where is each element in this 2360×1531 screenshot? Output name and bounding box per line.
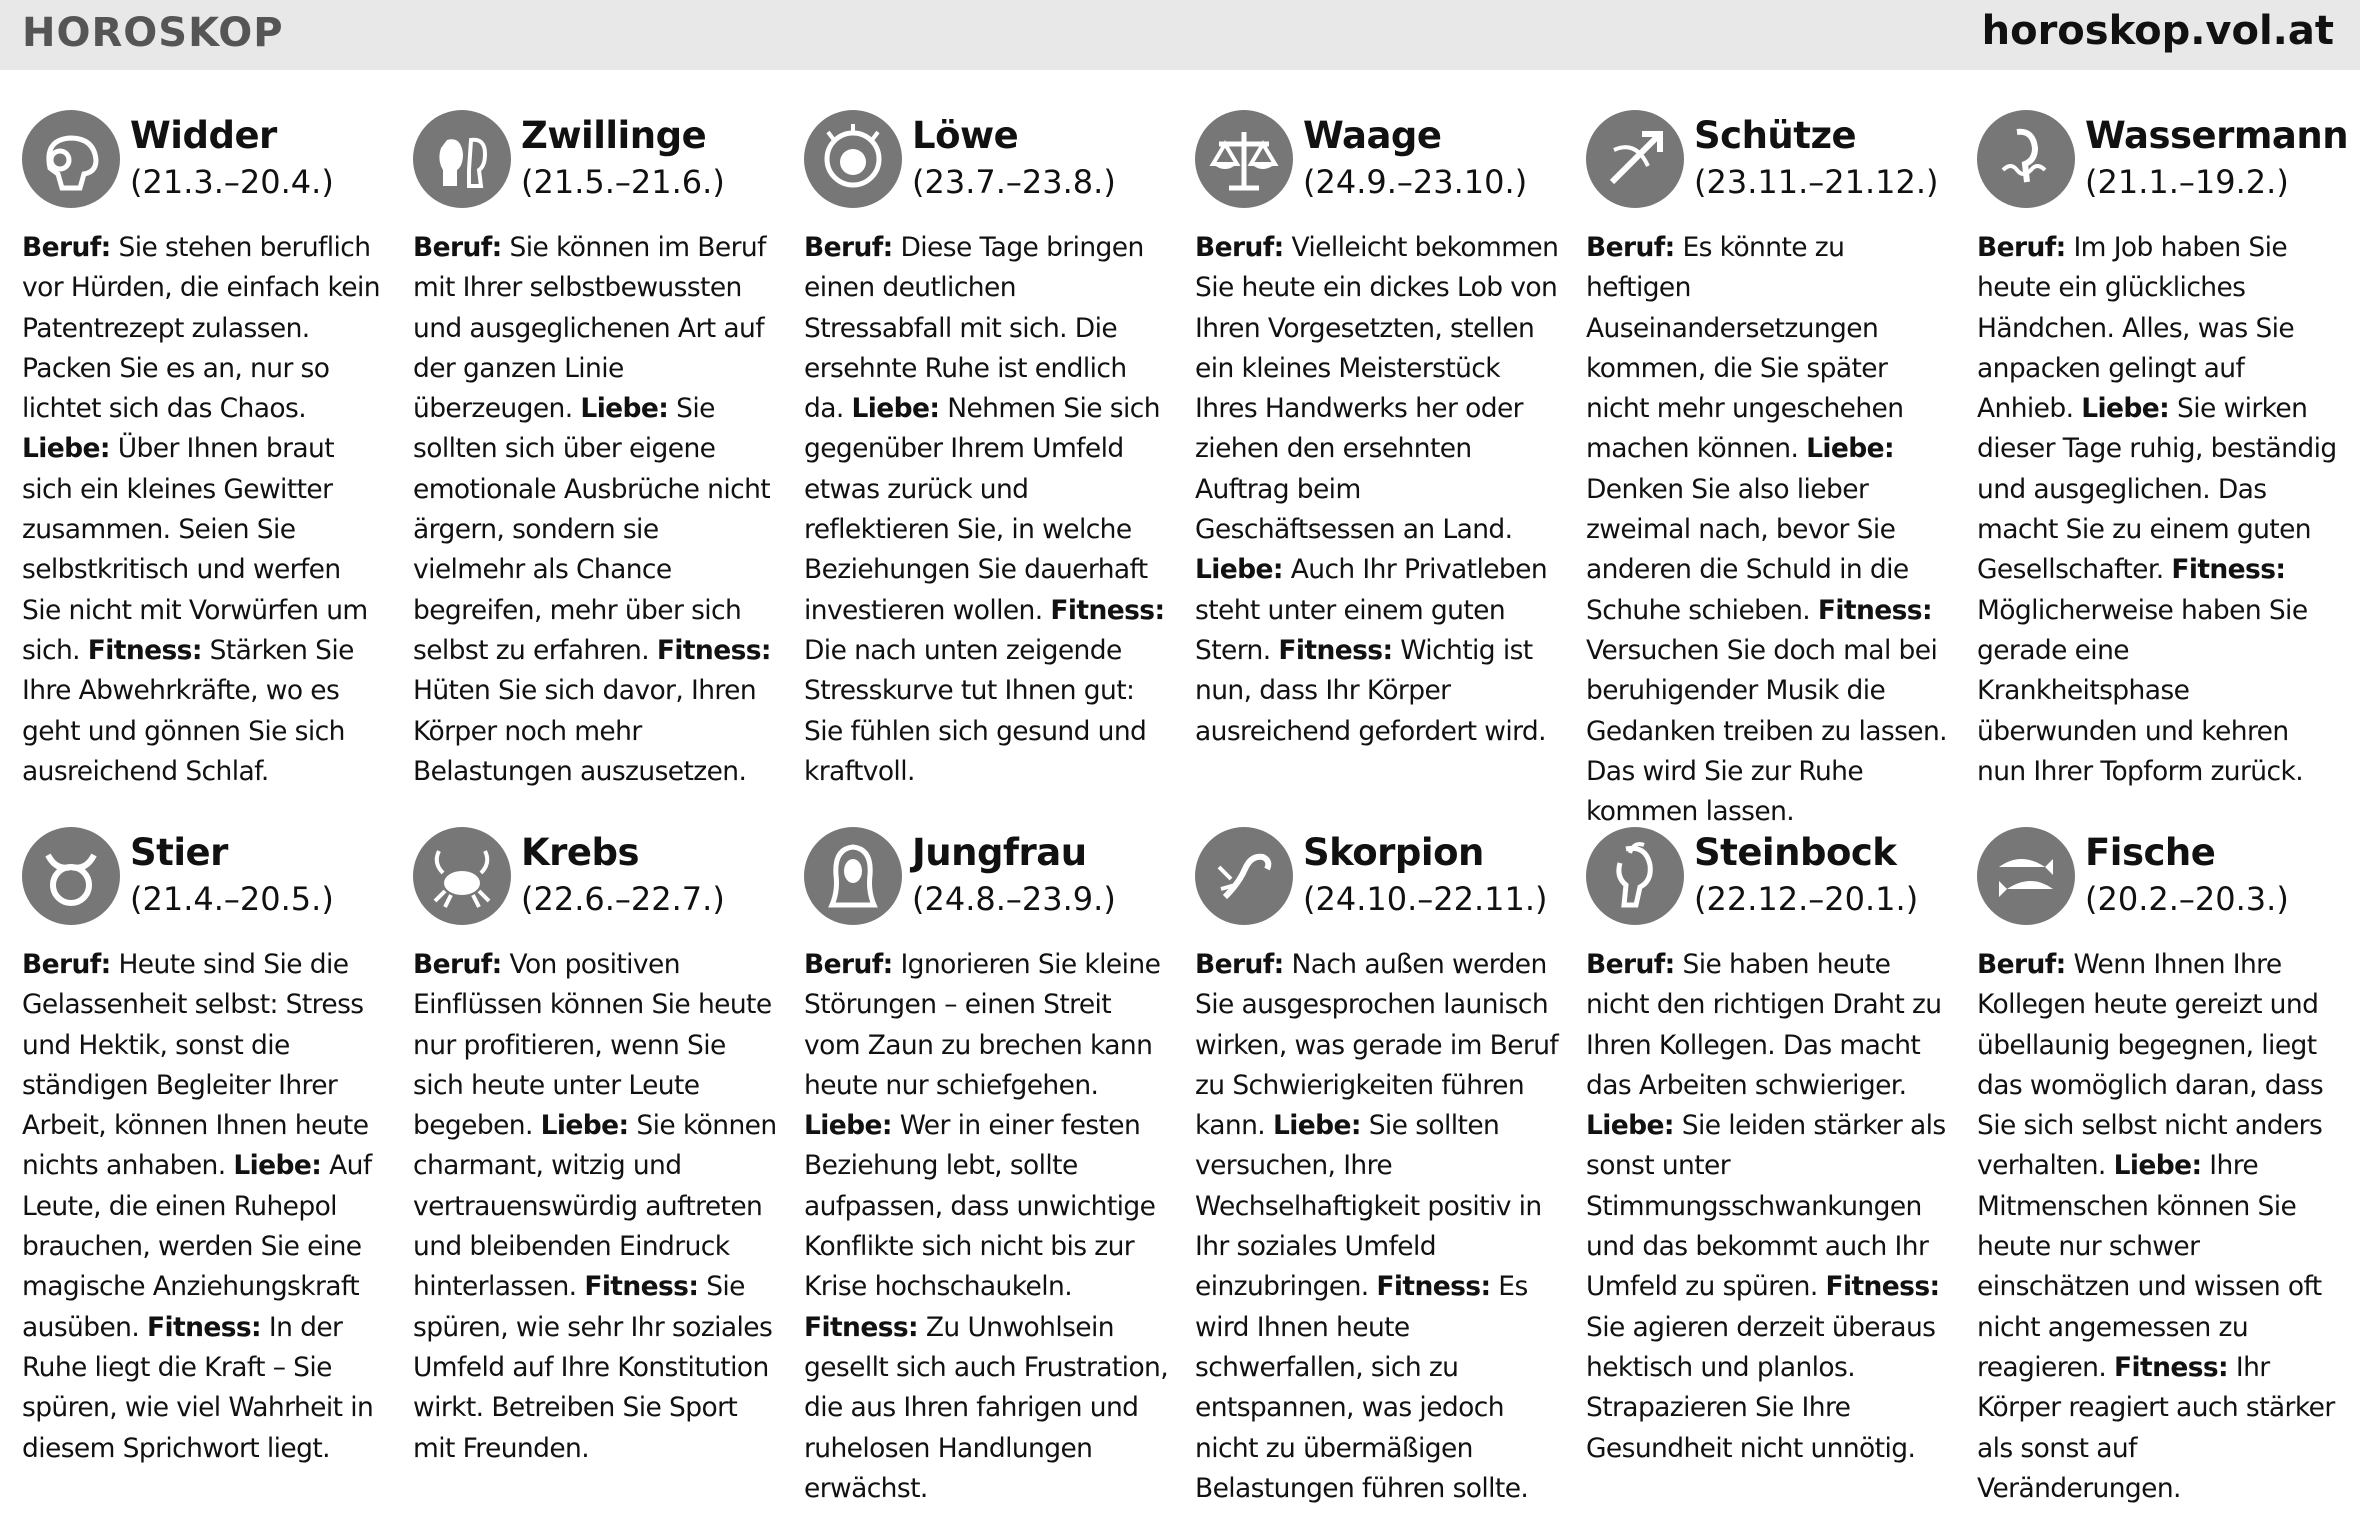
job-label: Beruf: (804, 232, 893, 263)
sign-text (1977, 945, 2342, 1509)
sign-name: Zwillinge (521, 114, 707, 157)
job-text: Heute sind Sie die Gelassenheit selbst: Stress und Hektik, sonst die ständigen Begleiter Ihrer Arbeit, können Ihnen heute nichts anhaben. (22, 949, 369, 1182)
fitness-label: Fitness: (584, 1271, 699, 1303)
job-label: Beruf: (1586, 949, 1675, 980)
love-label: Liebe: (1586, 1110, 1674, 1142)
love-text: Wer in einer festen Beziehung lebt, sollte aufpassen, dass unwichtige Konflikte sich nicht bis zur Krise hochschaukeln. (804, 1110, 1156, 1303)
sign-jungfrau (804, 825, 1195, 1518)
sign-dates: (21.5.–21.6.) (521, 163, 725, 201)
sign-text (22, 228, 387, 792)
libra-scales-icon (1195, 110, 1293, 208)
fitness-text: Sie agieren derzeit überaus hektisch und planlos. Strapazieren Sie Ihre Gesundheit nicht unnötig. (1586, 1311, 1936, 1464)
fitness-label: Fitness: (1050, 594, 1165, 626)
love-text: Ihre Mitmenschen können Sie heute nur schwer einschätzen und wissen oft nicht angemessen zu reagieren. (1977, 1150, 2322, 1383)
love-text: Nehmen Sie sich gegenüber Ihrem Umfeld etwas zurück und reflektieren Sie, in welche Beziehungen Sie dauerhaft investieren wollen. (804, 393, 1160, 626)
job-text: Vielleicht bekommen Sie heute ein dickes Lob von Ihren Vorgesetzten, stellen ein kleines Meisterstück Ihres Handwerks her oder ziehen den ersehnten Auftrag beim Geschäftsessen an Land. (1195, 232, 1559, 546)
fitness-label: Fitness: (87, 634, 202, 666)
fitness-text: Es wird Ihnen heute schwerfallen, sich zu entspannen, was jedoch nicht zu übermäßigen Belastungen führen sollte. (1195, 1271, 1529, 1504)
love-text: Denken Sie also lieber zweimal nach, bevor Sie anderen die Schuld in die Schuhe schieben. (1586, 473, 1909, 626)
sign-text (804, 945, 1169, 1509)
sign-text (804, 228, 1169, 792)
job-text: Sie können im Beruf mit Ihrer selbstbewussten und ausgeglichenen Art auf der ganzen Linie überzeugen. (413, 232, 766, 425)
love-label: Liebe: (22, 433, 110, 465)
job-label: Beruf: (413, 949, 502, 980)
sign-dates: (20.2.–20.3.) (2085, 880, 2289, 918)
sign-name: Skorpion (1303, 831, 1484, 874)
fitness-label: Fitness: (1817, 594, 1932, 626)
job-label: Beruf: (22, 232, 111, 263)
job-text: Sie haben heute nicht den richtigen Draht zu Ihren Kollegen. Das macht das Arbeiten schwieriger. (1586, 949, 1942, 1101)
site-link[interactable]: horoskop.vol.at (1981, 8, 2334, 54)
job-label: Beruf: (22, 949, 111, 980)
job-text: Ignorieren Sie kleine Störungen – einen Streit vom Zaun zu brechen kann heute nur schiefgehen. (804, 949, 1161, 1101)
sign-steinbock (1586, 825, 1977, 1518)
sign-dates: (22.6.–22.7.) (521, 880, 725, 918)
fitness-label: Fitness: (656, 634, 771, 666)
job-text: Von positiven Einflüssen können Sie heute nur profitieren, wenn Sie sich heute unter Leute begeben. (413, 949, 772, 1142)
love-text: Über Ihnen braut sich ein kleines Gewitter zusammen. Seien Sie selbstkritisch und werfen Sie nicht mit Vorwürfen um sich. (22, 433, 368, 666)
love-label: Liebe: (851, 393, 940, 425)
fitness-label: Fitness: (1376, 1271, 1491, 1303)
fitness-label: Fitness: (147, 1311, 262, 1343)
pisces-fish-icon (1977, 827, 2075, 925)
love-label: Liebe: (2081, 393, 2170, 425)
fitness-label: Fitness: (2171, 554, 2286, 586)
job-label: Beruf: (1195, 232, 1284, 263)
sign-dates: (24.9.–23.10.) (1303, 163, 1528, 201)
sign-dates: (21.3.–20.4.) (130, 163, 334, 201)
job-text: Wenn Ihnen Ihre Kollegen heute gereizt und übellaunig begegnen, liegt das womöglich daran, dass Sie sich selbst nicht anders verhalten. (1977, 949, 2324, 1182)
sign-stier (22, 825, 413, 1518)
virgo-maiden-icon (804, 827, 902, 925)
fitness-text: Sie spüren, wie sehr Ihr soziales Umfeld auf Ihre Konstitution wirkt. Betreiben Sie Sport mit Freunden. (413, 1271, 773, 1464)
fitness-text: Wichtig ist nun, dass Ihr Körper ausreichend gefordert wird. (1195, 634, 1546, 747)
header-bar (0, 0, 2360, 70)
fitness-label: Fitness: (804, 1311, 919, 1343)
section-title: HOROSKOP (22, 10, 284, 56)
love-label: Liebe: (1806, 433, 1894, 465)
scorpio-scorpion-icon (1195, 827, 1293, 925)
sign-dates: (24.8.–23.9.) (912, 880, 1116, 918)
job-text: Nach außen werden Sie ausgesprochen launisch wirken, was gerade im Beruf zu Schwierigkeiten führen kann. (1195, 949, 1559, 1142)
sign-dates: (23.11.–21.12.) (1694, 163, 1939, 201)
sign-dates: (22.12.–20.1.) (1694, 880, 1919, 918)
sign-dates: (21.1.–19.2.) (2085, 163, 2289, 201)
sign-name: Jungfrau (912, 831, 1087, 874)
love-text: Auf Leute, die einen Ruhepol brauchen, werden Sie eine magische Anziehungskraft ausüben. (22, 1150, 372, 1343)
sign-text (1195, 945, 1560, 1509)
sign-name: Widder (130, 114, 277, 157)
job-label: Beruf: (1586, 232, 1675, 263)
job-label: Beruf: (1195, 949, 1284, 980)
sign-dates: (21.4.–20.5.) (130, 880, 334, 918)
love-text: Auch Ihr Privatleben steht unter einem guten Stern. (1195, 554, 1548, 666)
leo-lion-icon (804, 110, 902, 208)
sign-wassermann (1977, 108, 2360, 825)
job-label: Beruf: (1977, 232, 2066, 263)
love-text: Sie sollten versuchen, Ihre Wechselhaftigkeit positiv in Ihr soziales Umfeld einzubringen. (1195, 1110, 1542, 1303)
love-label: Liebe: (580, 393, 669, 425)
sign-name: Löwe (912, 114, 1019, 157)
sign-text (1586, 228, 1951, 832)
fitness-text: Stärken Sie Ihre Abwehrkräfte, wo es geht und gönnen Sie sich ausreichend Schlaf. (22, 634, 354, 787)
fitness-text: Versuchen Sie doch mal bei beruhigender Musik die Gedanken treiben zu lassen. Das wird Sie zur Ruhe kommen lassen. (1586, 634, 1947, 828)
sign-dates: (23.7.–23.8.) (912, 163, 1116, 201)
sign-schuetze (1586, 108, 1977, 828)
love-text: Sie wirken dieser Tage ruhig, beständig und ausgeglichen. Das macht Sie zu einem guten Gesellschafter. (1977, 393, 2337, 586)
sign-name: Wassermann (2085, 114, 2349, 157)
horoscope-grid (22, 108, 2349, 1518)
job-text: Im Job haben Sie heute ein glückliches Händchen. Alles, was Sie anpacken gelingt auf Anhieb. (1977, 232, 2295, 425)
love-label: Liebe: (540, 1110, 629, 1142)
sign-zwillinge (413, 108, 804, 825)
sign-name: Schütze (1694, 114, 1857, 157)
sign-name: Krebs (521, 831, 640, 874)
sign-name: Fische (2085, 831, 2216, 874)
fitness-label: Fitness: (1278, 634, 1393, 666)
taurus-bull-icon (22, 827, 120, 925)
sign-name: Stier (130, 831, 228, 874)
sign-loewe (804, 108, 1195, 825)
job-label: Beruf: (1977, 949, 2066, 980)
love-label: Liebe: (233, 1150, 322, 1182)
sign-name: Waage (1303, 114, 1442, 157)
love-label: Liebe: (804, 1110, 892, 1142)
job-text: Diese Tage bringen einen deutlichen Stressabfall mit sich. Die ersehnte Ruhe ist endlich da. (804, 232, 1144, 425)
aries-ram-icon (22, 110, 120, 208)
love-label: Liebe: (1272, 1110, 1361, 1142)
capricorn-goat-icon (1586, 827, 1684, 925)
love-label: Liebe: (2113, 1150, 2202, 1182)
fitness-label: Fitness: (2114, 1351, 2229, 1383)
fitness-text: Ihr Körper reagiert auch stärker als sonst auf Veränderungen. (1977, 1351, 2335, 1504)
fitness-text: Die nach unten zeigende Stresskurve tut Ihnen gut: Sie fühlen sich gesund und kraftvoll. (804, 634, 1147, 787)
job-label: Beruf: (413, 232, 502, 263)
sign-text (22, 945, 387, 1469)
sign-krebs (413, 825, 804, 1518)
fitness-label: Fitness: (1825, 1271, 1940, 1303)
sign-text (413, 228, 778, 792)
love-text: Sie leiden stärker als sonst unter Stimmungsschwankungen und das bekommt auch Ihr Umfeld zu spüren. (1586, 1110, 1946, 1303)
love-text: Sie sollten sich über eigene emotionale Ausbrüche nicht ärgern, sondern sie vielmehr als Chance begreifen, mehr über sich selbst zu erfahren. (413, 393, 771, 666)
fitness-text: Möglicherweise haben Sie gerade eine Krankheitsphase überwunden und kehren nun Ihrer Topform zurück. (1977, 594, 2308, 787)
sign-name: Steinbock (1694, 831, 1897, 874)
fitness-text: Hüten Sie sich davor, Ihren Körper noch mehr Belastungen auszusetzen. (413, 675, 757, 787)
sign-skorpion (1195, 825, 1586, 1518)
sign-fische (1977, 825, 2360, 1518)
job-text: Sie stehen beruflich vor Hürden, die einfach kein Patentrezept zulassen. Packen Sie es an, nur so lichtet sich das Chaos. (22, 232, 380, 425)
sign-text (413, 945, 778, 1469)
sign-text (1195, 228, 1560, 752)
fitness-text: Zu Unwohlsein gesellt sich auch Frustration, die aus Ihren fahrigen und ruhelosen Handlungen erwächst. (804, 1311, 1169, 1504)
job-label: Beruf: (804, 949, 893, 980)
love-text: Sie können charmant, witzig und vertrauenswürdig auftreten und bleibenden Eindruck hinterlassen. (413, 1110, 777, 1303)
gemini-twins-icon (413, 110, 511, 208)
sign-dates: (24.10.–22.11.) (1303, 880, 1548, 918)
job-text: Es könnte zu heftigen Auseinandersetzungen kommen, die Sie später nicht mehr ungeschehen machen können. (1586, 232, 1904, 465)
sign-text (1977, 228, 2342, 792)
aquarius-water-bearer-icon (1977, 110, 2075, 208)
sagittarius-bow-icon (1586, 110, 1684, 208)
sign-waage (1195, 108, 1586, 825)
love-label: Liebe: (1195, 554, 1283, 586)
fitness-text: In der Ruhe liegt die Kraft – Sie spüren, wie viel Wahrheit in diesem Sprichwort liegt. (22, 1311, 374, 1464)
cancer-crab-icon (413, 827, 511, 925)
sign-widder (22, 108, 413, 825)
sign-text (1586, 945, 1951, 1469)
